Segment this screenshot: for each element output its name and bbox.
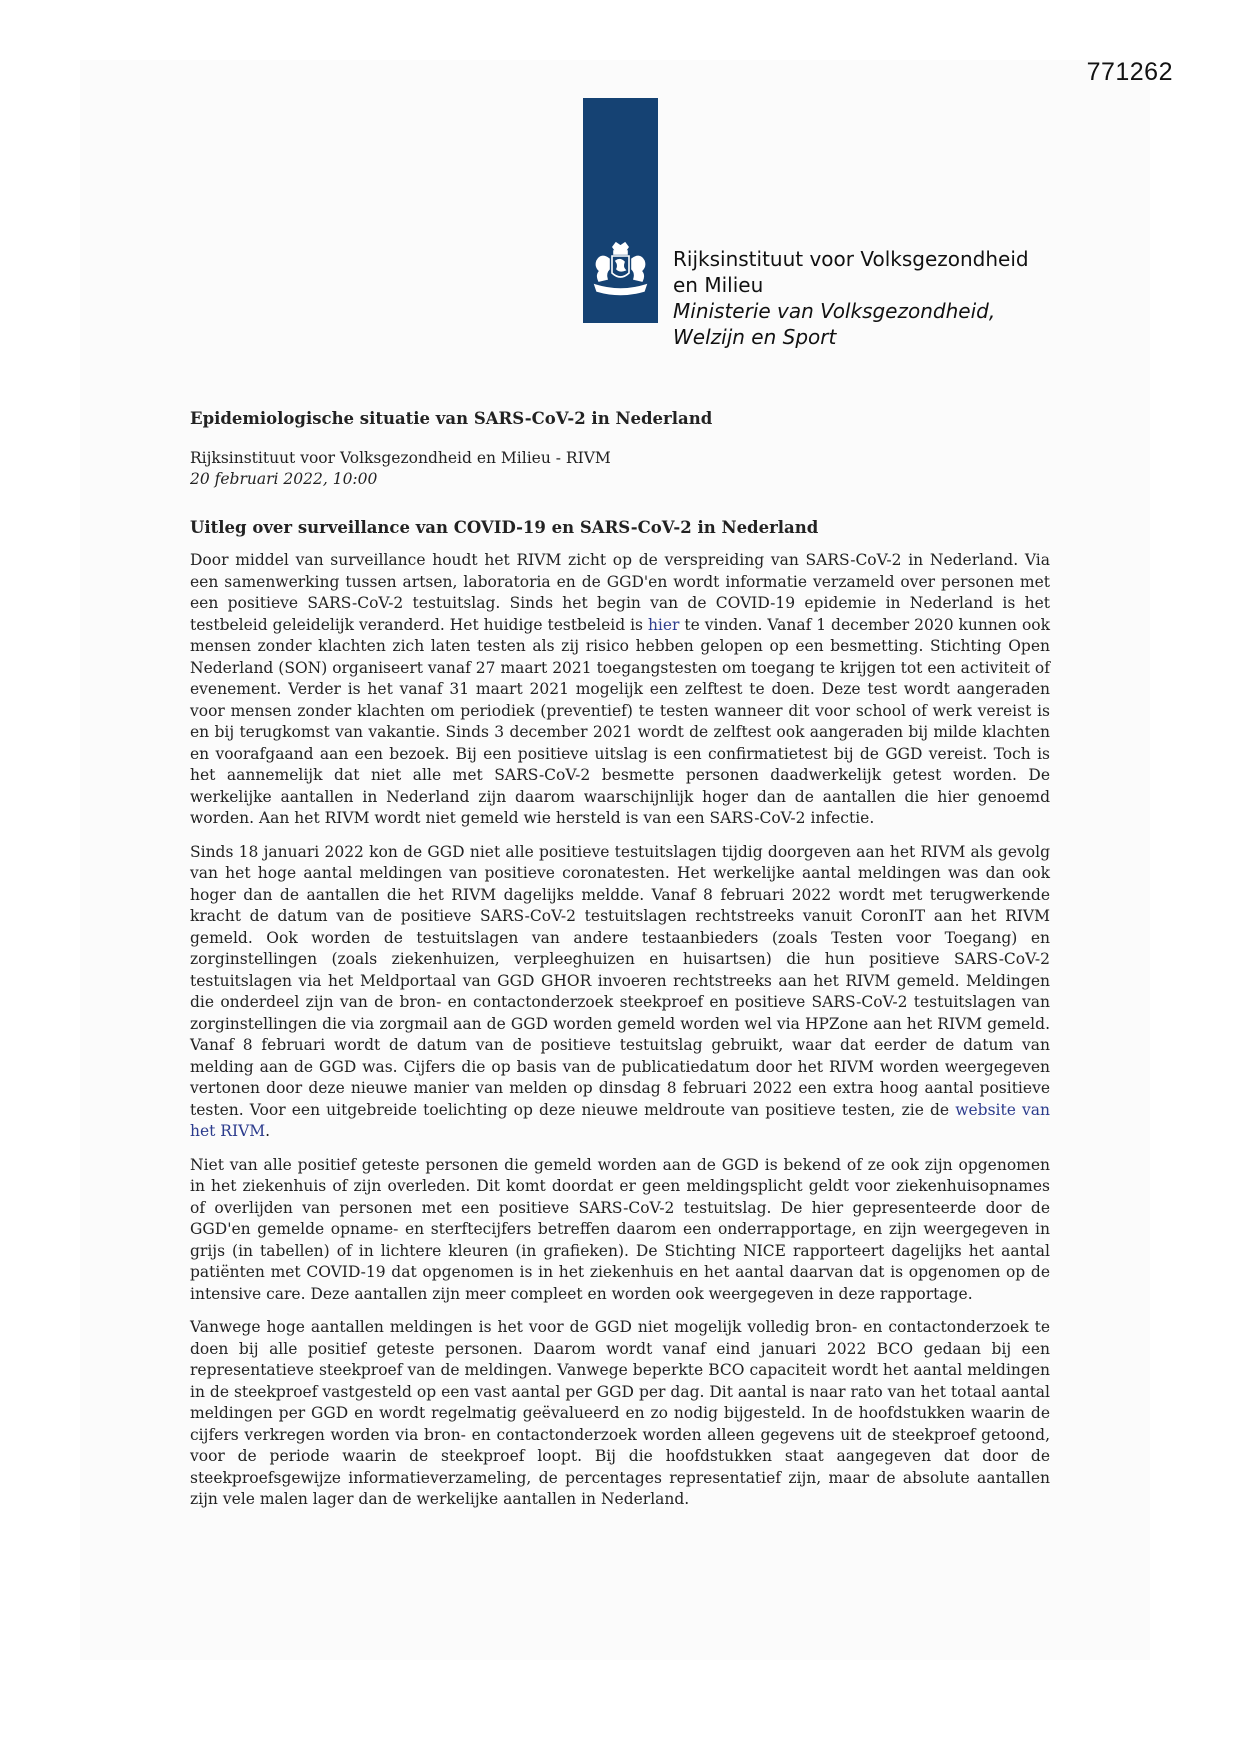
coat-of-arms-icon — [587, 241, 654, 303]
document-number: 771262 — [1086, 58, 1173, 86]
paragraph-contact-tracing: Vanwege hoge aantallen meldingen is het voor de GGD niet mogelijk volledig bron- en contactonderzoek te doen bij alle positief geteste personen. Daarom wordt vanaf eind januari 2022 BCO gedaan bij een representatieve steekproef van de meldingen. Vanwege beperkte BCO capaciteit wordt het aantal meldingen in de steekproef vastgesteld op een vast aantal per GGD per dag. Dit aantal is naar rato van het totaal aantal meldingen per GGD en wordt regelmatig geëvalueerd en zo nodig bijgesteld. In de hoofdstukken waarin de cijfers verkregen worden via bron- en contactonderzoek worden alleen gegevens uit de steekproef getoond, voor de periode waarin de steekproef loopt. Bij die hoofdstukken staat aangegeven dat door de steekproefsgewijze informatieverzameling, de percentages representatief zijn, maar de absolute aantallen zijn vele malen lager dan de werkelijke aantallen in Nederland. — [190, 1318, 1050, 1508]
paragraph-text: Sinds 18 januari 2022 kon de GGD niet alle positieve testuitslagen tijdig doorgeven aan het RIVM als gevolg van het hoge aantal meldingen van positieve coronatesten. Het werkelijke aantal meldingen was dan ook hoger dan de aantallen die het RIVM dagelijks meldde. Vanaf 8 februari 2022 wordt met terugwerkende kracht de datum van de positieve SARS-CoV-2 testuitslagen rechtstreeks vanuit CoronIT aan het RIVM gemeld. Ook worden de testuitslagen van andere testaanbieders (zoals Testen voor Toegang) en zorginstellingen (zoals ziekenhuizen, verpleeghuizen en huisartsen) die hun positieve SARS-CoV-2 testuitslagen via het Meldportaal van GGD GHOR invoeren rechtstreeks aan het RIVM gemeld. Meldingen die onderdeel zijn van de bron- en contactonderzoek steekproef en positieve SARS-CoV-2 testuitslagen van zorginstellingen die via zorgmail aan de GGD worden gemeld worden wel via HPZone aan het RIVM gemeld. Vanaf 8 februari wordt de datum van de positieve testuitslag gebruikt, waar dat eerder de datum van melding aan de GGD was. Cijfers die op basis van de publicatiedatum door het RIVM worden weergegeven vertonen door deze nieuwe manier van melden op dinsdag 8 februari 2022 een extra hoog aantal positieve testen. Voor een uitgebreide toelichting op deze nieuwe meldroute van positieve testen, zie de — [190, 842, 1050, 1119]
organization-name-line1: Rijksinstituut voor Volksgezondheid — [673, 247, 1029, 271]
document-author: Rijksinstituut voor Volksgezondheid en Milieu - RIVM — [190, 448, 611, 467]
document-content — [190, 408, 1050, 1523]
document-date: 20 februari 2022, 10:00 — [190, 470, 378, 488]
paragraph-text: te vinden. Vanaf 1 december 2020 kunnen ook mensen zonder klachten zich laten testen als zij risico hebben gelopen op een besmetting. Stichting Open Nederland (SON) organiseert vanaf 27 maart 2021 toegangstesten om toegang te krijgen tot een activiteit of evenement. Verder is het vanaf 31 maart 2021 mogelijk een zelftest te doen. Deze test wordt aangeraden voor mensen zonder klachten om periodiek (preventief) te testen wanneer dit voor school of werk vereist is en bij terugkomst van vakantie. Sinds 3 december 2021 wordt de zelftest ook aangeraden bij milde klachten en voorafgaand aan een bezoek. Bij een positieve uitslag is een confirmatietest bij de GGD vereist. Toch is het aannemelijk dat niet alle met SARS-CoV-2 besmette personen daadwerkelijk getest worden. De werkelijke aantallen in Nederland zijn daarom waarschijnlijk hoger dan de aantallen die hier genoemd worden. Aan het RIVM wordt niet gemeld wie hersteld is van een SARS-CoV-2 infectie. — [190, 615, 1050, 827]
testbeleid-link[interactable]: hier — [647, 615, 680, 634]
section-title: Uitleg over surveillance van COVID-19 en SARS-CoV-2 in Nederland — [190, 517, 819, 537]
paragraph-hospital-admissions: Niet van alle positief geteste personen die gemeld worden aan de GGD is bekend of ze ook zijn opgenomen in het ziekenhuis of zijn overleden. Dit komt doordat er geen meldingsplicht geldt voor ziekenhuisopnames of overlijden van personen met een positieve SARS-CoV-2 testuitslag. De hier gepresenteerde door de GGD'en gemelde opname- en sterftecijfers betreffen daarom een onderrapportage, en zijn weergegeven in grijs (in tabellen) of in lichtere kleuren (in grafieken). De Stichting NICE rapporteert dagelijks het aantal patiënten met COVID-19 dat opgenomen is in het ziekenhuis en het aantal daarvan dat is opgenomen op de intensive care. Deze aantallen zijn meer compleet en worden ook weergegeven in deze rapportage. — [190, 1155, 1050, 1303]
organization-name-line2: en Milieu — [673, 273, 764, 297]
rivm-website-link[interactable]: website van het RIVM — [190, 1100, 1050, 1140]
paragraph-surveillance — [190, 550, 1050, 830]
organization-name-block — [673, 246, 1029, 350]
paragraph-text: Door middel van surveillance houdt het RIVM zicht op de verspreiding van SARS-CoV-2 in Nederland. Via een samenwerking tussen artsen, laboratoria en de GGD'en wordt informatie verzameld over personen met een positieve SARS-CoV-2 testuitslag. Sinds het begin van de COVID-19 epidemie in Nederland is het testbeleid geleidelijk veranderd. Het huidige testbeleid is — [190, 551, 1050, 634]
paragraph-reporting-change — [190, 842, 1050, 1143]
rijksoverheid-logo — [583, 98, 658, 323]
document-title: Epidemiologische situatie van SARS-CoV-2 in Nederland — [190, 409, 713, 428]
ministry-name-line1: Ministerie van Volksgezondheid, — [673, 299, 996, 323]
ministry-name-line2: Welzijn en Sport — [673, 325, 837, 349]
paragraph-text: . — [265, 1122, 271, 1140]
